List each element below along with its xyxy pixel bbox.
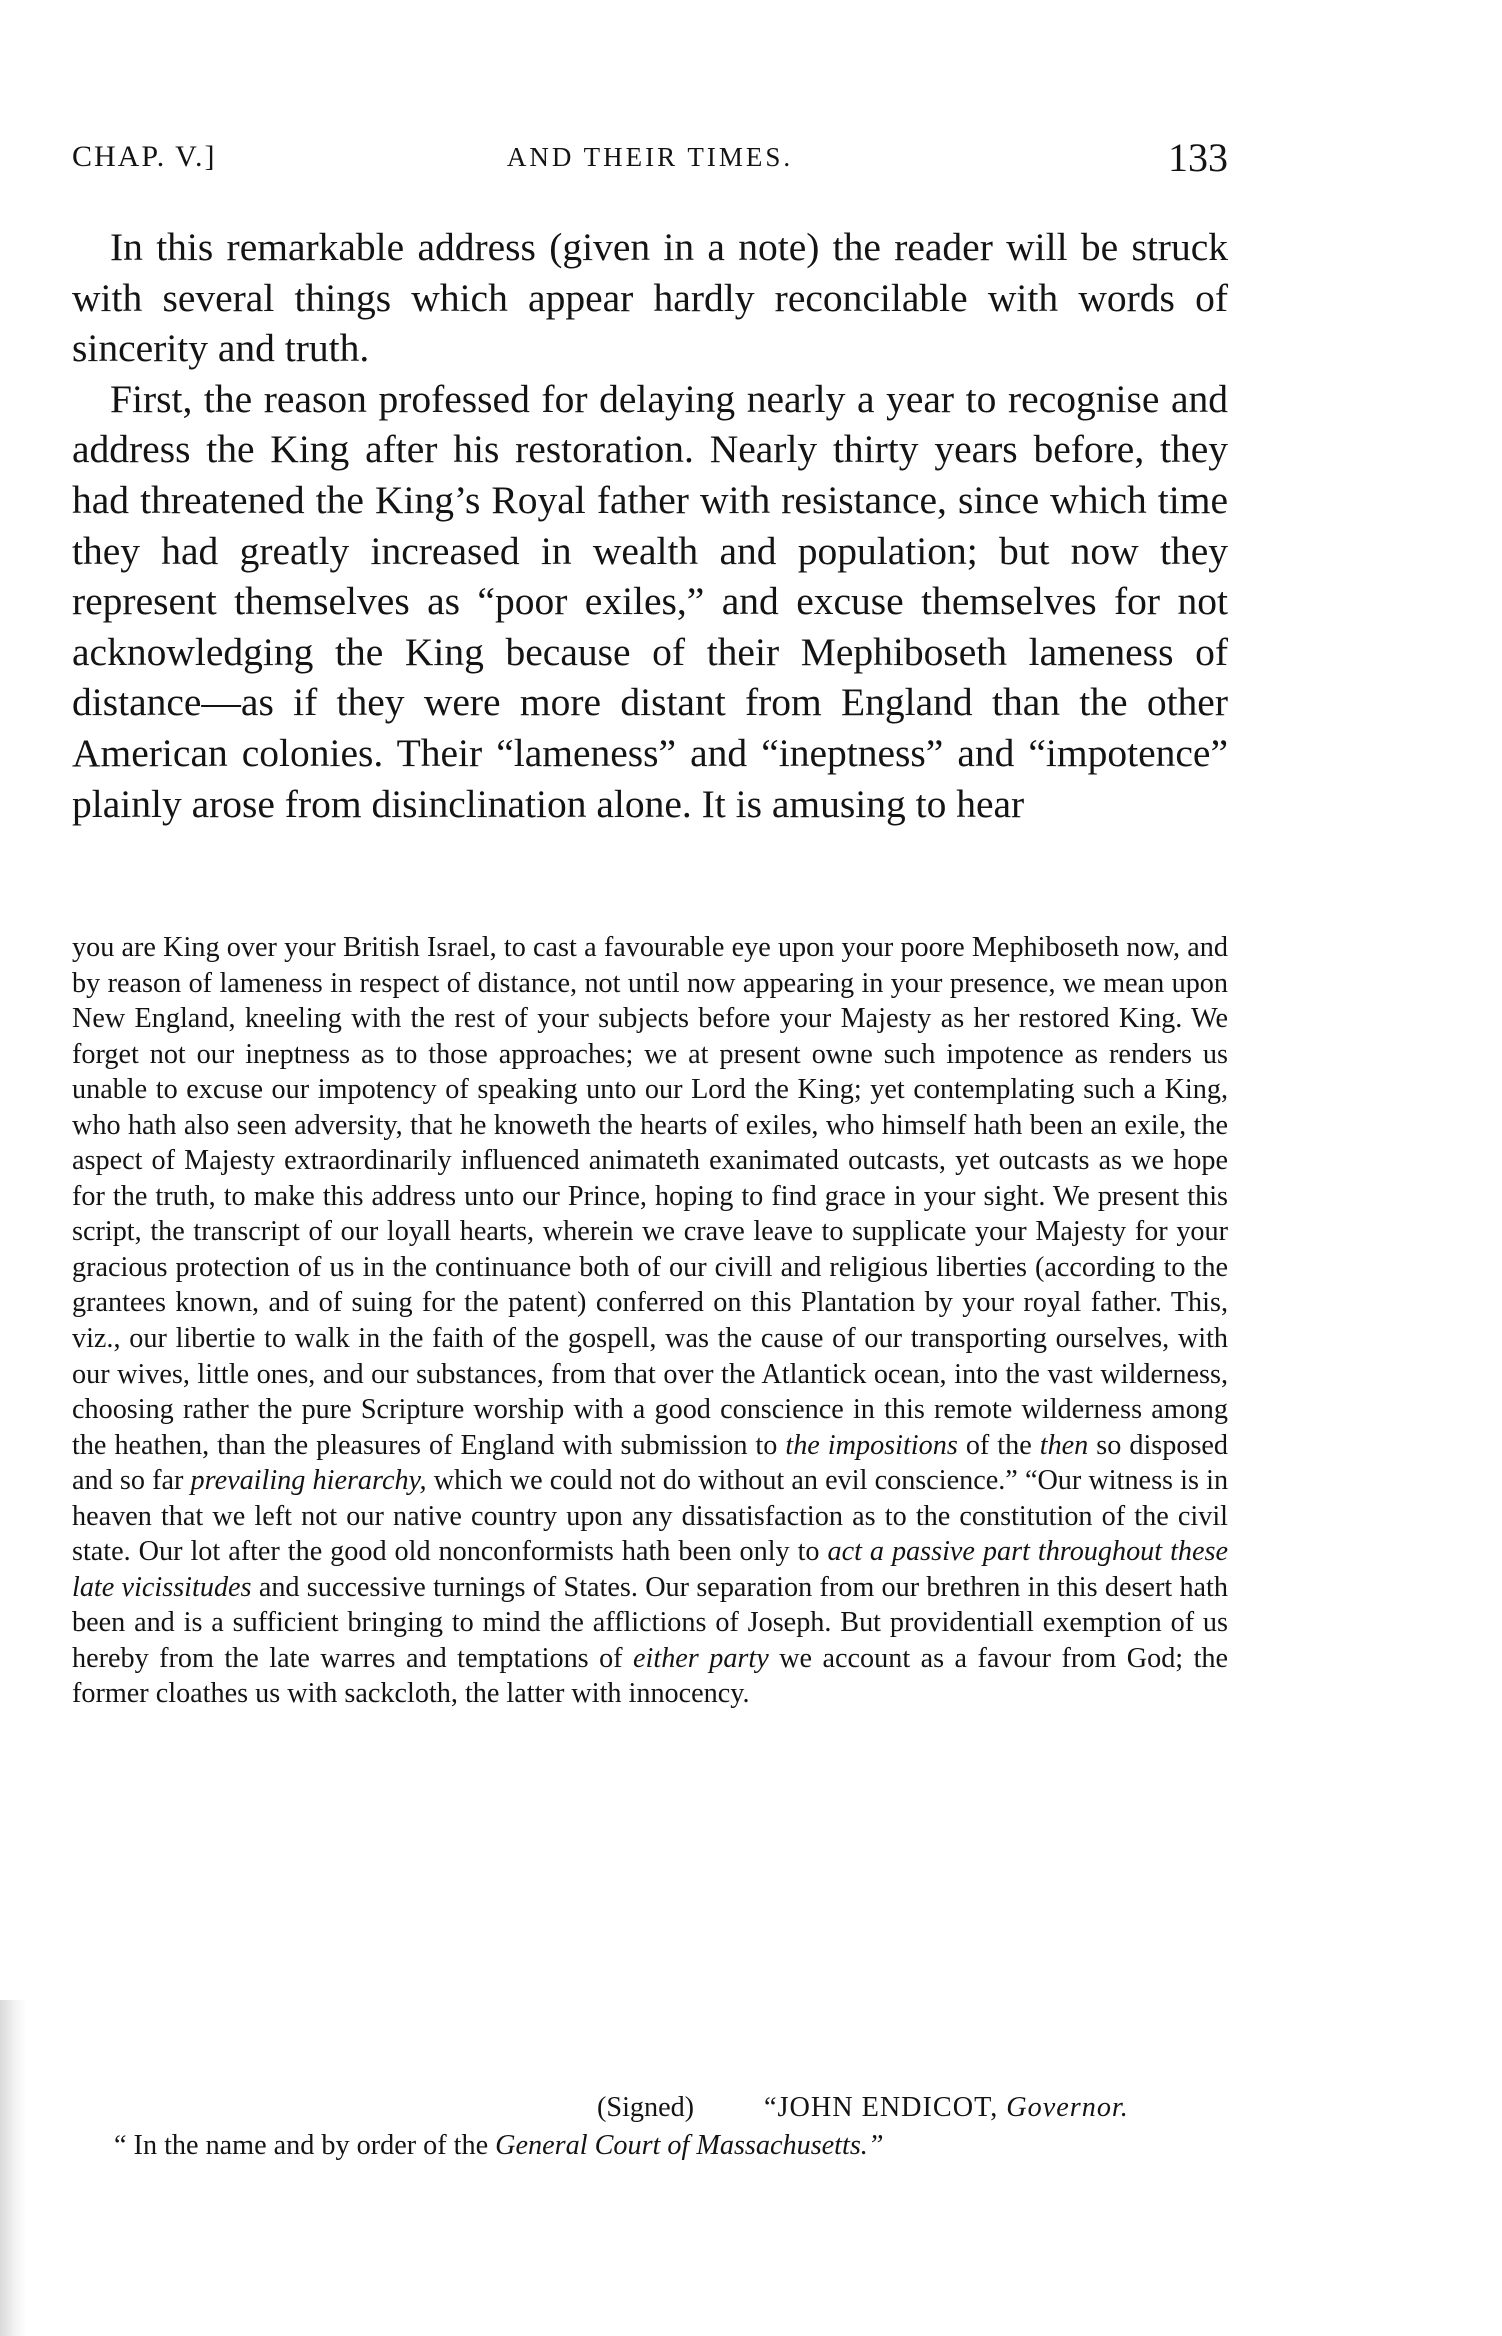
closing-italic-text: General Court of Massachusetts.”	[495, 2130, 884, 2161]
page-gutter-shadow	[0, 2000, 26, 2336]
signature-line	[72, 2092, 1228, 2130]
running-head	[72, 134, 1228, 186]
footnote-text: so disposed and so far	[72, 1429, 1229, 1497]
main-body-text	[72, 222, 1228, 829]
signature-name: “JOHN ENDICOT,	[764, 2092, 999, 2123]
footnote-text: which we could not do without an evil conscience.” “Our witness is in heaven that we left not our native country upon any dissatisfaction as to the constitution of the civil state. Our lot after the good old nonconformists hath been only to	[72, 1465, 1229, 1568]
paragraph: In this remarkable address (given in a note) the reader will be struck with several things which appear hardly reconcilable with words of sincerity and truth.	[72, 225, 1228, 371]
footnote-italic-text: the impositions	[785, 1429, 958, 1461]
chapter-label: CHAP. V.]	[72, 140, 217, 173]
running-title: AND THEIR TIMES.	[506, 142, 794, 172]
signature	[764, 2092, 1129, 2124]
footnote-text: and successive turnings of States. Our separation from our brethren in this desert hath been and is a sufficient bringing to mind the afflictions of Joseph. But providentiall exemption of us hereby from the late warres and temptations of	[72, 1571, 1228, 1674]
page-number: 133	[1168, 135, 1228, 180]
footnote-text: of the	[965, 1429, 1032, 1461]
footnote-italic-text: then	[1039, 1429, 1089, 1461]
paragraph: First, the reason professed for delaying nearly a year to recognise and address the King after his restoration. Nearly thirty years before, they had threatened the King’s Royal father with resistance, since which time they had greatly increased in wealth and population; but now they represent themselves as “poor exiles,” and excuse themselves for not acknowledging the King because of their Mephiboseth lameness of distance—as if they were more distant from England than the other American colonies. Their “lameness” and “ineptness” and “impotence” plainly arose from disinclination alone. It is amusing to hear	[72, 376, 1228, 826]
footnote-italic-text: prevailing hierarchy,	[190, 1465, 427, 1497]
footnote-paragraph	[72, 930, 1228, 1712]
signature-title: Governor.	[1006, 2092, 1129, 2123]
closing-attribution	[114, 2127, 884, 2165]
footnote-address	[72, 930, 1228, 1712]
footnote-text: we account as a favour from God; the former cloathes us with sackcloth, the latter with innocency.	[72, 1642, 1229, 1710]
footnote-italic-text: act a passive part throughout these late vicissitudes	[72, 1536, 1228, 1603]
signed-label: (Signed)	[597, 2092, 695, 2123]
closing-text: “ In the name and by order of the	[114, 2130, 489, 2161]
footnote-italic-text: either party	[633, 1642, 769, 1674]
footnote-text: you are King over your British Israel, to cast a favourable eye upon your poore Mephiboseth now, and by reason of lameness in respect of distance, not until now appearing in your presence, we mean upon New England, kneeling with the rest of your subjects before your Majesty as her restored King. We forget not our ineptness as to those approaches; we at present owne such impotence as renders us unable to excuse our impotency of speaking unto our Lord the King; yet contemplating such a King, who hath also seen adversity, that he knoweth the hearts of exiles, who himself hath been an exile, the aspect of Majesty extraordinarily influenced animateth exanimated outcasts, yet outcasts as we hope for the truth, to make this address unto our Prince, hoping to find grace in your sight. We present this script, the transcript of our loyall hearts, wherein we crave leave to supplicate your Majesty for your gracious protection of us in the continuance both of our civill and religious liberties (according to the grantees known, and of suing for the patent) conferred on this Plantation by your royal father. This, viz., our libertie to walk in the faith of the gospell, was the cause of our transporting ourselves, with our wives, little ones, and our substances, from that over the Atlantick ocean, into the vast wilderness, choosing rather the pure Scripture worship with a good conscience in this remote wilderness among the heathen, than the pleasures of England with submission to	[72, 932, 1228, 1461]
